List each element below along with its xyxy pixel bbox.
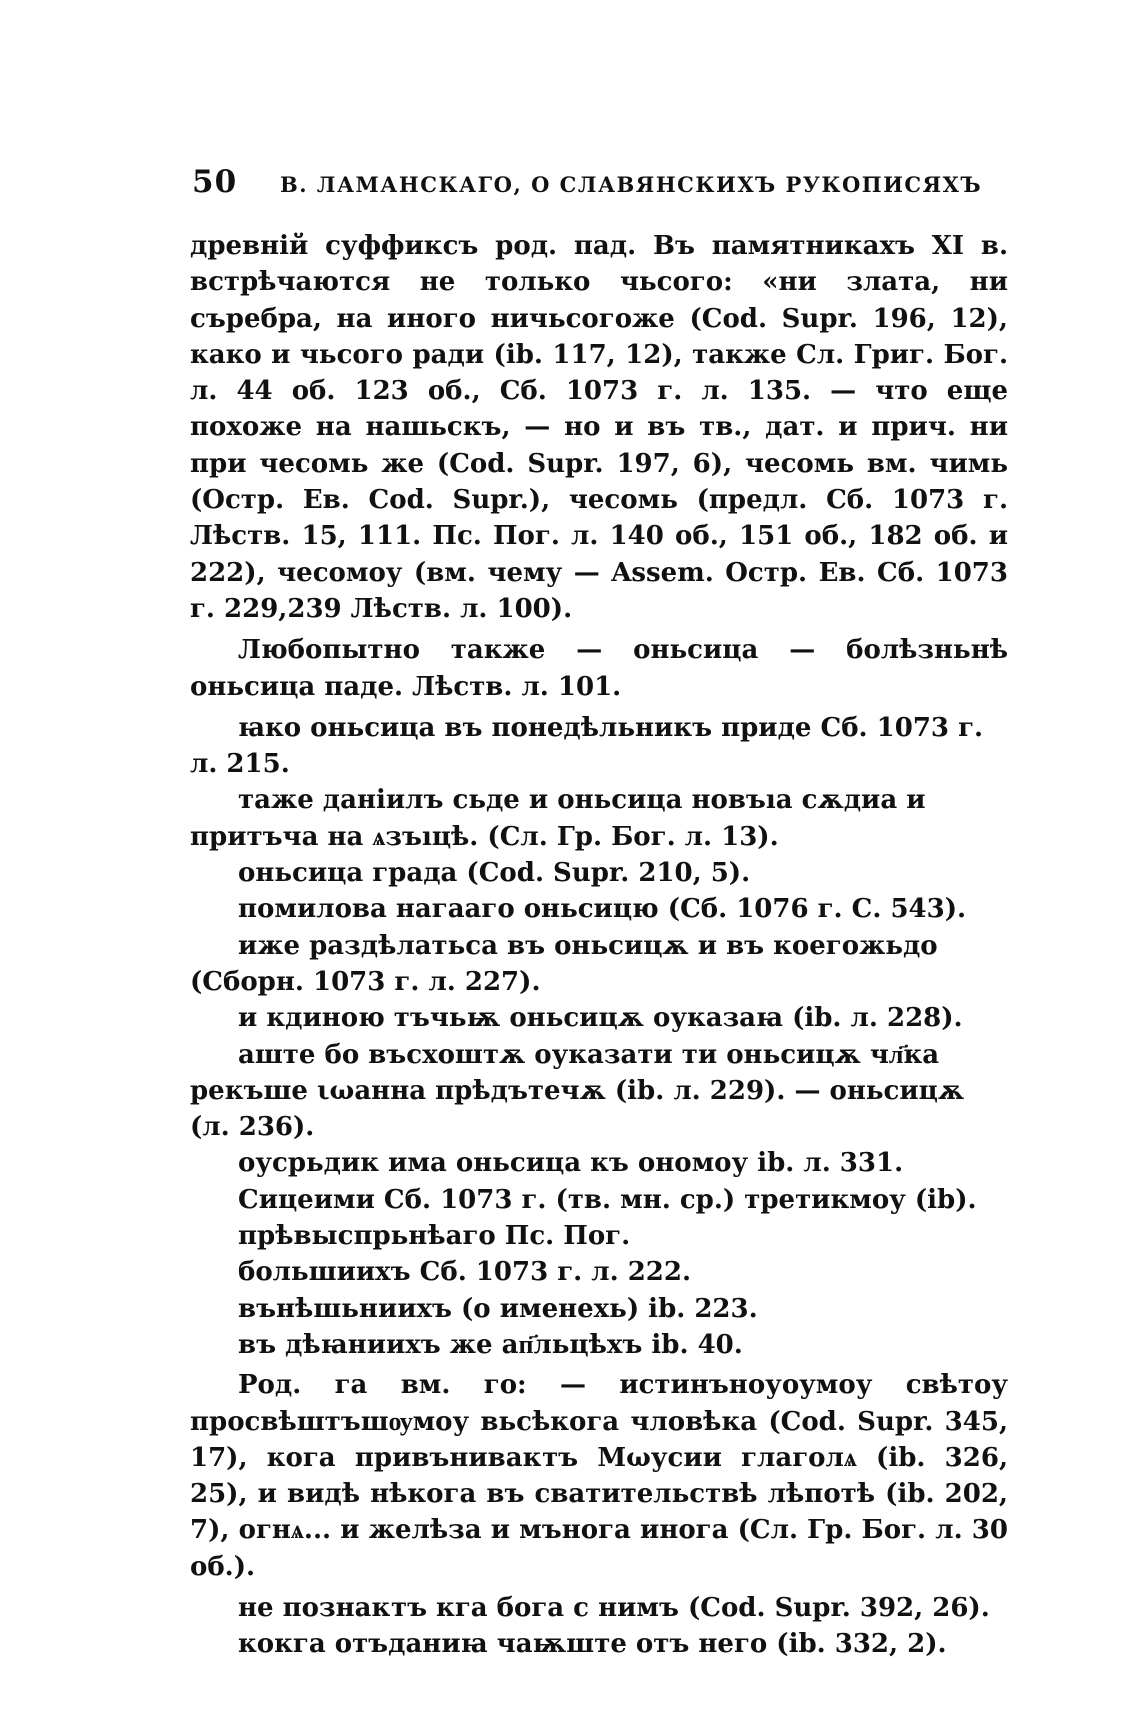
example-line: оньсица града (Cod. Supr. 210, 5). [238, 858, 751, 889]
example-line: прѣвыспрьнѣаго Пс. Пог. [238, 1221, 631, 1252]
example-line: кокга отъданиꙗ чаѭште отъ него (ib. 332, 2). [238, 1629, 947, 1660]
example-line: въ дѣꙗниихъ же ап҃льцѣхъ ib. 40. [238, 1329, 743, 1360]
example-line: Сицеими Сб. 1073 г. (тв. мн. ср.) третикмоу (ib). [238, 1184, 977, 1215]
example-line: и кдиною тъчьѭ оньсицѫ оуказаꙗ (ib. л. 228). [238, 1003, 963, 1034]
example-line: аште бо въсхоштѫ оуказати ти оньсицѫ чл҃ка рекъше ιωанна прѣдътечѫ (ib. л. 229). — оньсицѫ (л. 236). [190, 1039, 965, 1143]
paragraph: Род. га вм. го: — истинъноуоумоу свѣтоу просвѣштъшѹмоу вьсѣкога чловѣка (Cod. Supr. 345, 17), кога привъниваκтъ Мωусии глаголѧ (ib. 326, 25), и видѣ нѣкога въ сватительствѣ лѣпотѣ (ib. 202, 7), огнѧ... и желѣза и мънога инога (Сл. Гр. Бог. л. 30 об.). [190, 1370, 1008, 1582]
example-line: таже даніилъ сьде и оньсица новъıа сѫдиа и притъча на ѧзъıцѣ. (Сл. Гр. Бог. л. 13). [190, 785, 926, 852]
paragraph: Любопытно также — оньсица — болѣзньнѣ оньсица паде. Лѣств. л. 101. [190, 635, 1008, 702]
example-line: ꙗко оньсица въ понедѣльникъ приде Сб. 1073 г. л. 215. [190, 712, 984, 780]
running-title: В. ЛАМАНСКАГО, О СЛАВЯНСКИХЪ РУКОПИСЯХЪ [280, 172, 983, 197]
example-line: большиихъ Сб. 1073 г. л. 222. [238, 1257, 692, 1288]
example-line: не познаκтъ кга бога с нимъ (Cod. Supr. 392, 26). [238, 1592, 990, 1623]
example-line: оусрьдик има оньсица къ ономоу ib. л. 331. [238, 1148, 904, 1179]
page-body [190, 228, 1008, 1663]
example-line: вънѣшьниихъ (о именехь) ib. 223. [238, 1293, 758, 1324]
page-header [192, 164, 992, 208]
example-line: помилова нагааго оньсицю (Сб. 1076 г. С. 543). [238, 894, 967, 925]
page-number: 50 [192, 164, 238, 200]
paragraph: древній суффиксъ род. пад. Въ памятникахъ XI в. встрѣчаются не только чьсого: «ни злата, ни съребра, на иного ничьсогоже (Cod. Supr. 196, 12), како и чьсого ради (ib. 117, 12), также Сл. Григ. Бог. л. 44 об. 123 об., Сб. 1073 г. л. 135. — что еще похоже на нашьскъ, — но и въ тв., дат. и прич. ни при чесомь же (Cod. Supr. 197, 6), чесомь вм. чимь (Остр. Ев. Cod. Supr.), чесомь (предл. Сб. 1073 г. Лѣств. 15, 111. Пс. Пог. л. 140 об., 151 об., 182 об. и 222), чесомоу (вм. чему — Assem. Остр. Ев. Сб. 1073 г. 229,239 Лѣств. л. 100). [190, 231, 1008, 624]
example-line: иже раздѣлатьса въ оньсицѫ и въ коегожьдо (Сборн. 1073 г. л. 227). [190, 930, 938, 997]
